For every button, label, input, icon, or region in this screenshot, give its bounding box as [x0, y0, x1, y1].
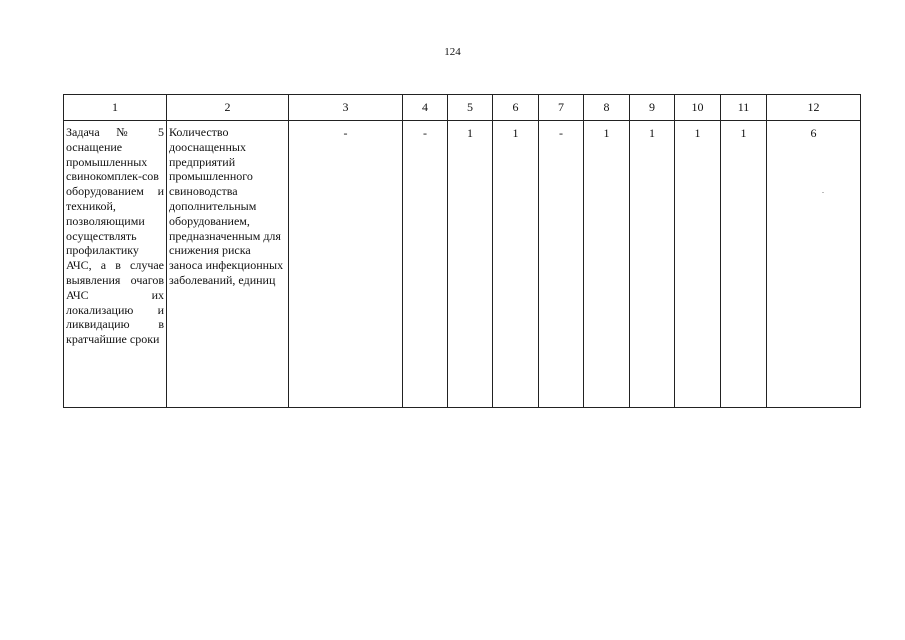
value-9: 1	[649, 126, 655, 140]
value-12: 6	[810, 126, 817, 140]
column-header-4: 4	[403, 95, 448, 121]
value-cell-9	[630, 121, 675, 408]
column-header-2: 2	[167, 95, 289, 121]
value-8: 1	[603, 126, 610, 140]
column-header-11: 11	[721, 95, 767, 121]
table-header-row	[64, 95, 861, 121]
value-cell-10	[675, 121, 721, 408]
page-number: 124	[444, 46, 461, 58]
column-header-12: 12	[767, 95, 861, 121]
column-header-7: 7	[539, 95, 584, 121]
column-header-1: 1	[64, 95, 167, 121]
value-cell-4	[403, 121, 448, 408]
table-row	[64, 121, 861, 408]
column-header-9: 9	[630, 95, 675, 121]
indicator-cell	[167, 121, 289, 408]
value-cell-8	[584, 121, 630, 408]
value-cell-11	[721, 121, 767, 408]
value-cell-5	[448, 121, 493, 408]
value-5: 1	[467, 126, 473, 140]
value-7: -	[559, 126, 563, 140]
column-header-10: 10	[675, 95, 721, 121]
value-6: 1	[512, 126, 519, 140]
value-4: -	[423, 126, 427, 140]
value-cell-3	[289, 121, 403, 408]
indicators-table	[63, 94, 861, 408]
task-cell	[64, 121, 167, 408]
column-header-5: 5	[448, 95, 493, 121]
task-text: Задача № 5 оснащение промышленных свинокомплек-сов оборудованием и техникой, позволяющими осуществлять профилактику АЧС, а в случае выявления очагов АЧС их локализацию и ликвидацию в кратчайшие сроки	[66, 125, 164, 347]
column-header-6: 6	[493, 95, 539, 121]
value-cell-7	[539, 121, 584, 408]
value-cell-6	[493, 121, 539, 408]
scan-speck	[822, 192, 824, 193]
value-3: -	[343, 126, 348, 140]
value-10: 1	[694, 126, 701, 140]
column-header-8: 8	[584, 95, 630, 121]
indicator-text: Количество дооснащенных предприятий промышленного свиноводства дополнительным оборудованием, предназначенным для снижения риска заноса инфекционных заболеваний, единиц	[169, 125, 284, 287]
column-header-3: 3	[289, 95, 403, 121]
value-cell-12	[767, 121, 861, 408]
value-11: 1	[740, 126, 747, 140]
